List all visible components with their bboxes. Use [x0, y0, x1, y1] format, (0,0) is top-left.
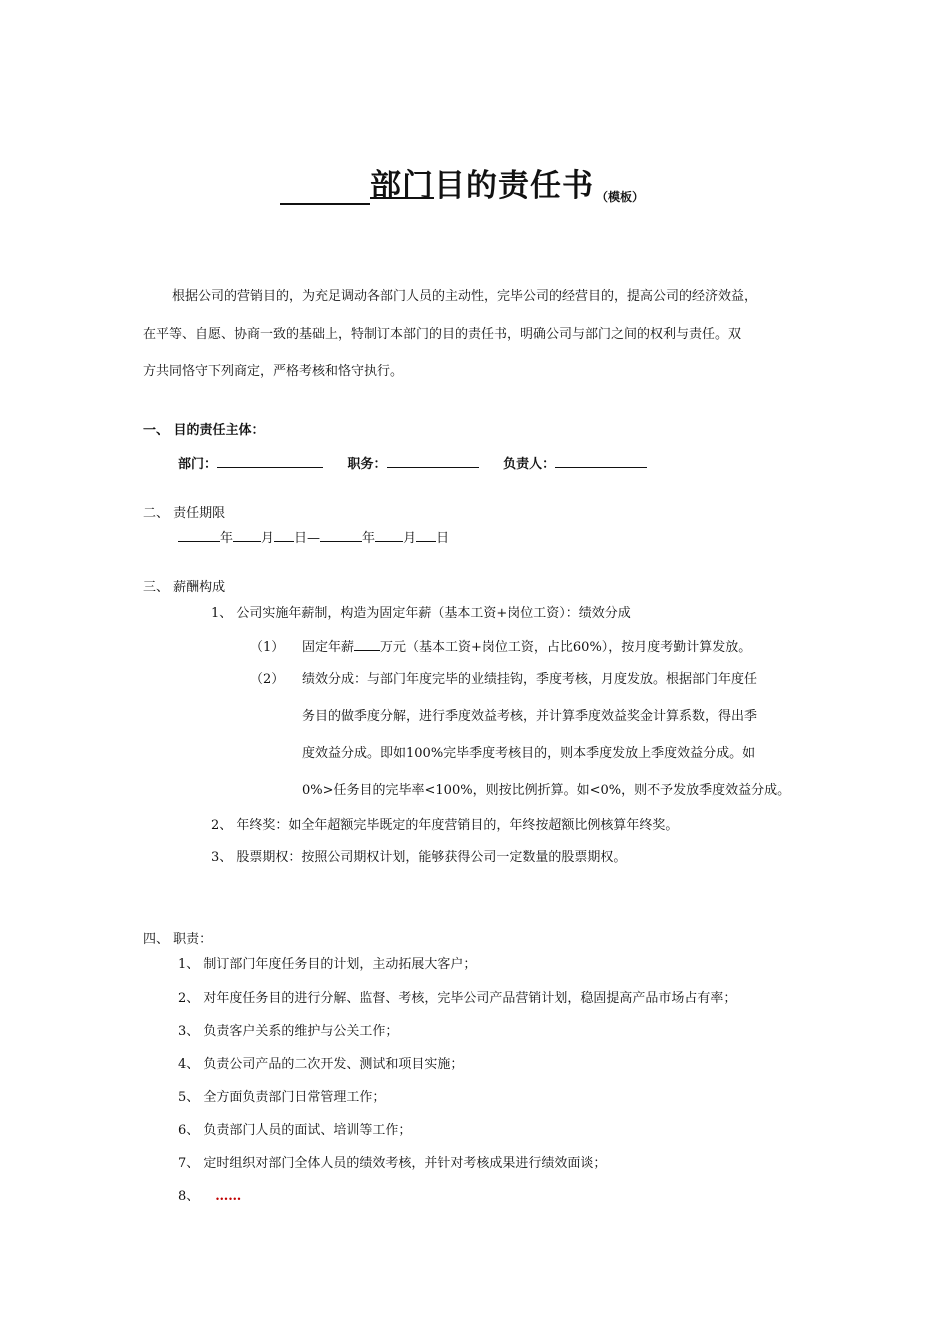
salary-sub2-number: （2）: [250, 672, 285, 687]
document-title: [280, 160, 644, 204]
start-year-blank[interactable]: [178, 529, 220, 542]
leader-blank[interactable]: [555, 455, 647, 468]
fixed-salary-blank[interactable]: [354, 638, 380, 651]
salary-item-2: 2、 年终奖：如全年超额完毕既定的年度营销目的，年终按超额比例核算年终奖。: [211, 818, 679, 833]
salary-sub1-number: （1）: [250, 640, 285, 655]
ellipsis: ……: [215, 1189, 242, 1204]
intro-line-2: 在平等、自愿、协商一致的基础上，特制订本部门的目的责任书，明确公司与部门之间的权利与责任。双: [143, 327, 742, 342]
end-month-blank[interactable]: [375, 529, 403, 542]
salary-item-1: 1、 公司实施年薪制，构造为固定年薪（基本工资+岗位工资）：绩效分成: [211, 606, 631, 621]
post-blank[interactable]: [387, 455, 479, 468]
section2-heading: 二、 责任期限: [143, 506, 226, 521]
salary-sub2-line-3: 度效益分成。即如100%完毕季度考核目的，则本季度发放上季度效益分成。如: [302, 746, 756, 761]
duty-item: 6、 负责部门人员的面试、培训等工作；: [178, 1123, 412, 1138]
salary-sub1: 固定年薪 万元（基本工资+岗位工资，占比60%），按月度考勤计算发放。: [302, 640, 752, 655]
end-year-blank[interactable]: [320, 529, 362, 542]
salary-sub2-line-1: 绩效分成：与部门年度完毕的业绩挂钩，季度考核，月度发放。根据部门年度任: [302, 672, 758, 687]
dept-label: 部门：: [178, 457, 218, 472]
duty-item: 3、 负责客户关系的维护与公关工作；: [178, 1024, 399, 1039]
title-department-blank[interactable]: [280, 169, 370, 205]
duty-item: 2、 对年度任务目的进行分解、监督、考核，完毕公司产品营销计划，稳固提高产品市场占有率；: [178, 991, 737, 1006]
section1-fields: [178, 453, 647, 472]
end-day-blank[interactable]: [416, 529, 436, 542]
start-day-blank[interactable]: [274, 529, 294, 542]
title-note: （模板）: [596, 190, 645, 204]
section3-heading: 三、 薪酬构成: [143, 580, 226, 595]
duty-item: 1、 制订部门年度任务目的计划，主动拓展大客户；: [178, 957, 477, 972]
salary-item-3: 3、 股票期权：按照公司期权计划，能够获得公司一定数量的股票期权。: [211, 850, 627, 865]
post-label: 职务：: [347, 457, 387, 472]
term-period: 年 月 日— 年 月 日: [178, 527, 449, 546]
section1-heading: 一、 目的责任主体：: [143, 423, 265, 438]
duty-item: 4、 负责公司产品的二次开发、测试和项目实施；: [178, 1057, 464, 1072]
title-main: 部门目的责任书: [370, 168, 594, 204]
salary-sub2-line-4: 0%>任务目的完毕率<100%，则按比例折算。如<0%，则不予发放季度效益分成。: [302, 783, 791, 798]
duty-item: 5、 全方面负责部门日常管理工作；: [178, 1090, 386, 1105]
intro-line-1: 根据公司的营销目的，为充足调动各部门人员的主动性，完毕公司的经营目的，提高公司的经济效益，: [172, 289, 758, 304]
intro-line-3: 方共同恪守下列商定，严格考核和恪守执行。: [143, 364, 404, 379]
section4-heading: 四、 职责：: [143, 932, 213, 947]
start-month-blank[interactable]: [233, 529, 261, 542]
dept-blank[interactable]: [217, 455, 323, 468]
salary-sub2-line-2: 务目的做季度分解，进行季度效益考核，并计算季度效益奖金计算系数，得出季: [302, 709, 758, 724]
leader-label: 负责人：: [503, 457, 556, 472]
duty-item-8: 8、 ……: [178, 1189, 242, 1204]
duty-item: 7、 定时组织对部门全体人员的绩效考核，并针对考核成果进行绩效面谈；: [178, 1156, 607, 1171]
